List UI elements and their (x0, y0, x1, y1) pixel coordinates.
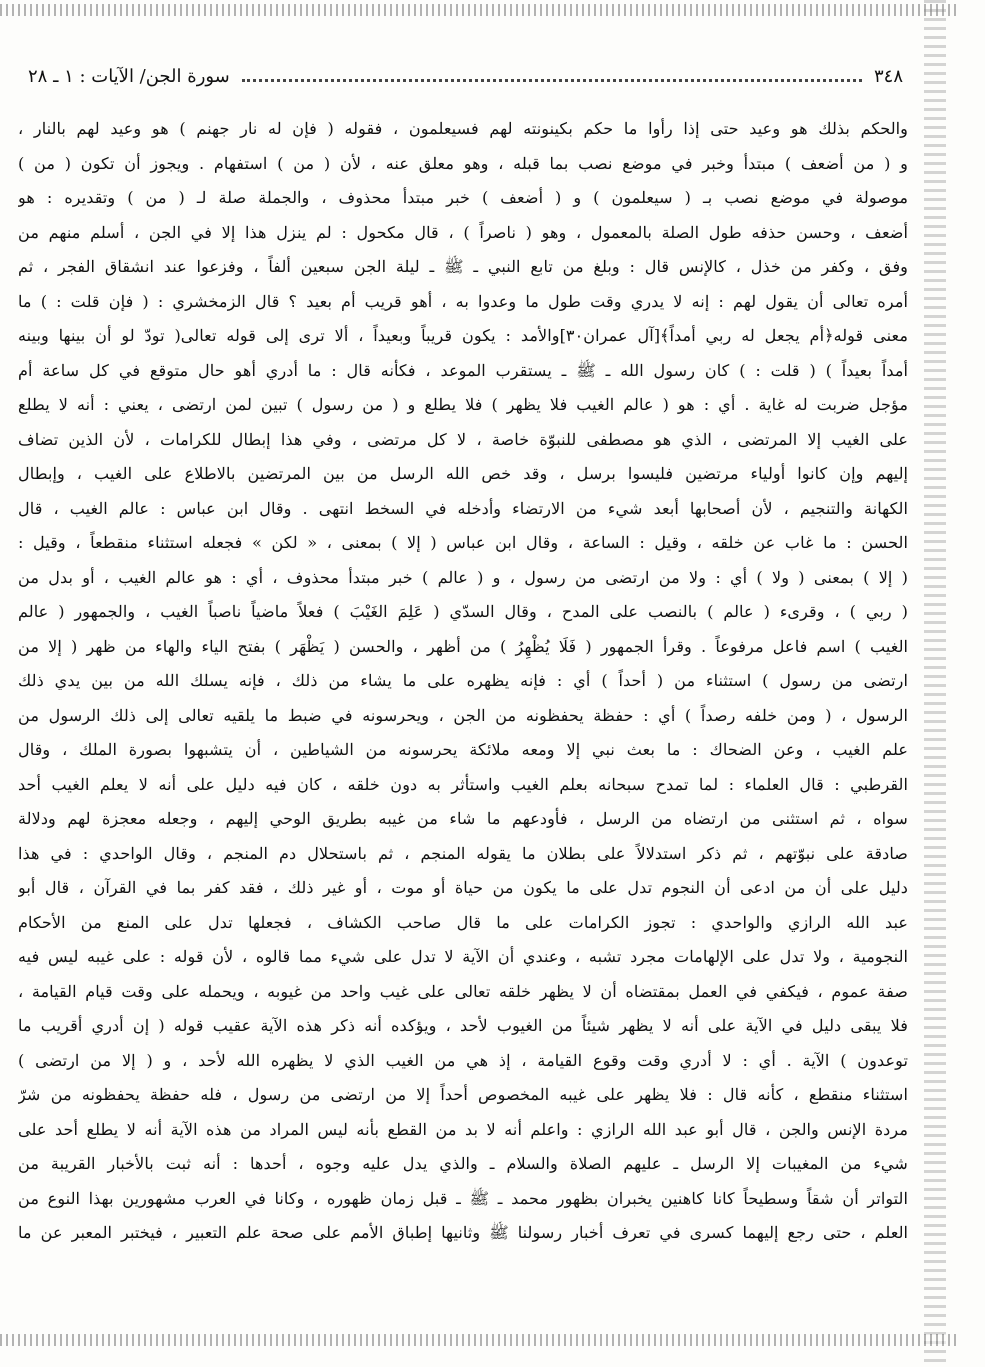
text-line: صادقة على نبوّتهم ، ثم ذكر استدلالاً على بطلان ما يقوله المنجم ، ثم باستحلال دم المنجم ، وقال الواحدي : في هذا (18, 843, 908, 863)
bottom-ornament-border (0, 1334, 960, 1346)
text-line: ارتضى من رسول ) استثناء من ( أحداً ) أي : فإنه يظهره على ما يشاء من ذلك ، فإنه يسلك الله من بين يدي ذلك (18, 671, 908, 690)
text-line: التواتر أن شقاً وسطيحاً كانا كاهنين يخبران بظهور محمد ـ ﷺ ـ قبل زمان ظهوره ، وكانا في العرب مشهورين بهذا النوع من (18, 1188, 908, 1208)
text-line: القرطبي : قال العلماء : لما تمدح سبحانه بعلم الغيب واستأثر به دون خلقه ، كان فيه دليل على أنه لا يعلم الغيب أحد (18, 774, 908, 794)
text-line: أمداً بعيداً ) ( قلت : ) كان رسول الله ـ ﷺ ـ يستقرب الموعد ، فكأنه قال : ما أدري أهو حال متوقع في كل ساعة أم (18, 360, 908, 380)
text-line: فلا يبقى دليل في الآية على أنه لا يظهر شيئاً من الغيوب لأحد ، ويؤكده أنه ذكر هذه الآية عقيب قوله ( إن أدري أقريب ما (18, 1016, 908, 1035)
text-line: الكهانة والتنجيم ، لأن أصحابها أبعد شيء من الارتضاء وأدخله في السخط انتهى . وقال ابن عباس : عالم الغيب ، قال (18, 498, 908, 518)
text-line: ( ربي ) ، وقرىء ( عالم ) بالنصب على المدح ، وقال السدّي ( عَلِمَ الغَيْبَ ) فعلاً ماضياً ناصباً الغيب ، والجمهور ( عالم (18, 602, 908, 621)
text-line: الحسن : ما غاب عن خلقه ، وقيل : الساعة ، وقال ابن عباس ( إلا ) بمعنى ، « لكن » فجعله استثناء منقطعاً ، وقيل : (18, 533, 908, 552)
body-text (18, 112, 908, 1251)
text-line: الغيب ) اسم فاعل مرفوعاً . وقرأ الجمهور ( فَلَا يُظْهِرُ ) من أظهر ، والحسن ( يَظْهَر ) بفتح الياء والهاء من ظهر ( إلا من (18, 636, 908, 656)
text-line: وفق ، وكفر من خذل ، كالإنس قال : وبلغ من تابع النبي ـ ﷺ ـ ليلة الجن سبعين ألفاً ، وفزعوا عند انشقاق الفجر ، ثم (18, 257, 908, 276)
text-line: علم الغيب ، وعن الضحاك : ما بعث نبي إلا ومعه ملائكة يحرسونه من الشياطين ، أن يتشبهوا بصورة الملك ، وقال (18, 740, 908, 759)
text-line: مؤجل ضربت له غاية . أي : هو ( عالم الغيب فلا يظهر ) فلا يطلع و ( من رسول ) تبين لمن ارتضى ، يعني : أنه لا يطلع (18, 395, 908, 414)
text-line: سواه ، ثم استثنى من ارتضاه من الرسل ، فأودعهم ما شاء من غيبه بطريق الوحي إليهم ، وجعله معجزة لهم ودلالة (18, 809, 908, 828)
text-line: معنى قوله﴿أم يجعل له ربي أمداً﴾[آل عمران٣٠]والأمد : يكون قريباً وبعيداً ، ألا ترى إلى قوله تعالى( تودّ لو أن بينها وبينه (18, 326, 908, 345)
text-line: النجومية ، ولا تدل على الإلهامات مجرد تشبه ، وعندي أن الآية لا تدل على شيء مما قالوه ، لأن قوله : على غيبه ليس فيه (18, 947, 908, 966)
text-line: موصولة في موضع نصب بـ ( سيعلمون ) و ( أضعف ) خبر مبتدأ محذوف ، والجملة صلة لـ ( من ) وتقديره : هو (18, 188, 908, 207)
text-line: شيء من المغيبات إلا الرسل ـ عليهم الصلاة والسلام ـ والذي يدل عليه وجوه ، أحدها : أنه ثبت بالأخبار القريبة من (18, 1154, 908, 1173)
header-dotted-rule (242, 79, 862, 82)
text-line: ( إلا ) بمعنى ( ولا ) أي : ولا من ارتضى من رسول ، و ( عالم ) خبر مبتدأ محذوف ، أي : هو عالم الغيب ، أو بدل من (18, 567, 908, 587)
right-ornament-border (924, 0, 946, 1367)
text-line: عبد الله الرازي والواحدي : تجوز الكرامات على ما قال صاحب الكشاف ، فجعلها تدل على المنع من الأحكام (18, 912, 908, 932)
text-line: الرسول ، ( ومن خلفه رصداً ) أي : حفظة يحفظونه من الجن ، ويحرسونه في ضبط ما يلقيه تعالى إلى ذلك الرسول من (18, 705, 908, 725)
text-line: أمره تعالى أن يقول لهم : إنه لا يدري وقت طول ما وعدوا به ، أهو قريب أم بعيد ؟ قال الزمخشري : ( فإن قلت : ) ما (18, 291, 908, 311)
surah-title: سورة الجن/ الآيات : ١ ـ ٢٨ (28, 65, 230, 87)
text-line: و ( من أضعف ) مبتدأ وخبر في موضع نصب بما قبله ، وهو معلق عنه ، لأن ( من ) استفهام . ويجوز أن تكون ( من ) (18, 153, 908, 173)
text-line: أضعف ، وحسن حذفه طول الصلة بالمعمول ، وهو ( ناصراً ) ، قال مكحول : لم ينزل هذا إلا في الجن ، أسلم منهم من (18, 222, 908, 242)
text-line: صفة عموم ، فيكفي في العمل بمقتضاه أن لا يظهر خلقه تعالى على غيب واحد من غيوبه ، ويحمله على وقت قيام القيامة ، (18, 981, 908, 1001)
text-line: توعدون ) الآية . أي : لا أدري وقت وقوع القيامة ، إذ هي من الغيب الذي لا يظهره الله لأحد ، و ( إلا من ارتضى ) (18, 1050, 908, 1070)
text-line: مردة الإنس والجن ، قال أبو عبد الله الرازي : واعلم أنه لا بد من القطع بأنه ليس المراد من هذه الآية أنه لا يطلع أحد على (18, 1119, 908, 1139)
text-line: دليل على أن من ادعى أن النجوم تدل على ما يكون من حياة أو موت ، أو غير ذلك ، فقد كفر بما في القرآن ، قال أبو (18, 878, 908, 897)
page-number: ٣٤٨ (873, 65, 903, 87)
text-line: والحكم بذلك هو وعيد حتى إذا رأوا ما حكم بكينونته لهم فسيعلمون ، فقوله ( فإن له نار جهنم ) هو وعيد لهم بالنار ، (18, 119, 908, 138)
top-ornament-border (0, 4, 960, 16)
text-line: إليهم وإن كانوا أولياء مرتضين فليسوا برسل ، وقد خص الله الرسل من بين المرتضين بالاطلاع على الغيب ، وإبطال (18, 464, 908, 483)
text-line: استثناء منقطع ، كأنه قال : فلا يظهر على غيبه المخصوص أحداً إلا من ارتضى من رسول ، فله حفظة يحفظونه من شرّ (18, 1085, 908, 1104)
text-line: العلم ، حتى رجع إليهما كسرى في تعرف أخبار رسولنا ﷺ وثانيها إطباق الأمم على صحة علم التعبير ، فيختبر المعبر عن ما (18, 1223, 908, 1242)
page-header (28, 62, 903, 90)
text-line: على الغيب إلا المرتضى ، الذي هو مصطفى للنبوّة خاصة ، لا كل مرتضى ، وفي هذا إبطال للكرامات ، لأن الذين تضاف (18, 429, 908, 449)
